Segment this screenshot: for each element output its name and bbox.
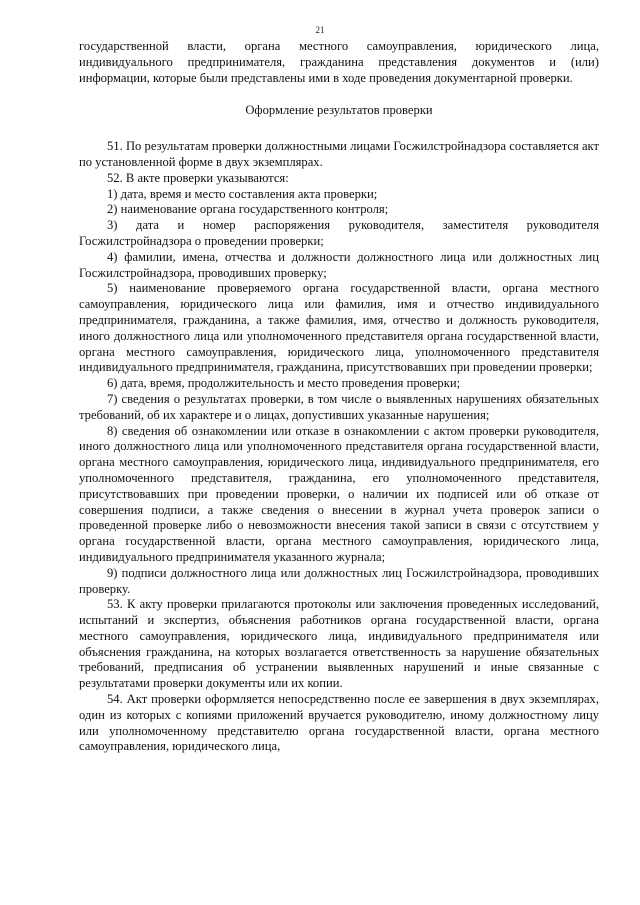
list-item-9: 9) подписи должностного лица или должностных лиц Госжилстройнадзора, проводивших проверку. [79,565,599,596]
section-title: Оформление результатов проверки [245,103,433,118]
paragraph-53: 53. К акту проверки прилагаются протоколы или заключения проведенных исследований, испытаний и экспертиз, объяснения работников органа государственной власти, органа местного самоуправления, юридического лица, индивидуального предпринимателя или объяснения гражданина, на которых возлагается ответственность за нарушение обязательных требований, предписания об устранении выявленных нарушений и иные связанные с результатами проверки документы или их копии. [79,597,599,691]
paragraph-52: 52. В акте проверки указываются: [107,170,289,185]
paragraph-51: 51. По результатам проверки должностными лицами Госжилстройнадзора составляется акт по установленной форме в двух экземплярах. [79,139,599,169]
document-body [79,39,599,755]
list-item-7: 7) сведения о результатах проверки, в том числе о выявленных нарушениях обязательных требований, об их характере и о лицах, допустивших указанные нарушения; [79,391,599,422]
list-item-6: 6) дата, время, продолжительность и место проведения проверки; [107,376,461,391]
list-item-1: 1) дата, время и место составления акта проверки; [107,186,378,201]
list-item-2: 2) наименование органа государственного контроля; [107,202,389,217]
intro-paragraph: государственной власти, органа местного самоуправления, юридического лица, индивидуального предпринимателя, гражданина представления документов и (или) информации, которые были представлены ими в ходе проведения документарной проверки. [79,39,599,85]
page-number: 21 [315,25,325,35]
list-item-5: 5) наименование проверяемого органа государственной власти, органа местного самоуправления, юридического лица или фамилия, имя и отчество индивидуального предпринимателя, гражданина, а также фамилия, имя, отчество и должность руководителя, иного должностного лица или уполномоченного представителя органа государственной власти, органа местного самоуправления, юридического лица, уполномоченного представителя индивидуального предпринимателя, гражданина, присутствовавших при проведении проверки; [79,281,599,375]
paragraph-54: 54. Акт проверки оформляется непосредственно после ее завершения в двух экземплярах, один из которых с копиями приложений вручается руководителю, иному должностному лицу или уполномоченному представителю органа государственной власти, органа местного самоуправления, юридического лица, [79,692,599,754]
list-item-4: 4) фамилии, имена, отчества и должности должностного лица или должностных лиц Госжилстройнадзора, проводивших проверку; [79,249,599,280]
list-item-8: 8) сведения об ознакомлении или отказе в ознакомлении с актом проверки руководителя, иного должностного лица или уполномоченного представителя органа государственной власти, органа местного самоуправления, юридического лица, индивидуального предпринимателя, его уполномоченного представителя, гражданина, его уполномоченного представителя, присутствовавших при проведении проверки, о наличии их подписей или об отказе от совершения подписи, а также сведения о внесении в журнал учета проверок записи о проведенной проверке либо о невозможности внесения такой записи в связи с отсутствием у органа государственной власти, органа местного самоуправления, юридического лица, индивидуального предпринимателя указанного журнала; [79,423,599,564]
list-item-3: 3) дата и номер распоряжения руководителя, заместителя руководителя Госжилстройнадзора о проведении проверки; [79,218,599,248]
